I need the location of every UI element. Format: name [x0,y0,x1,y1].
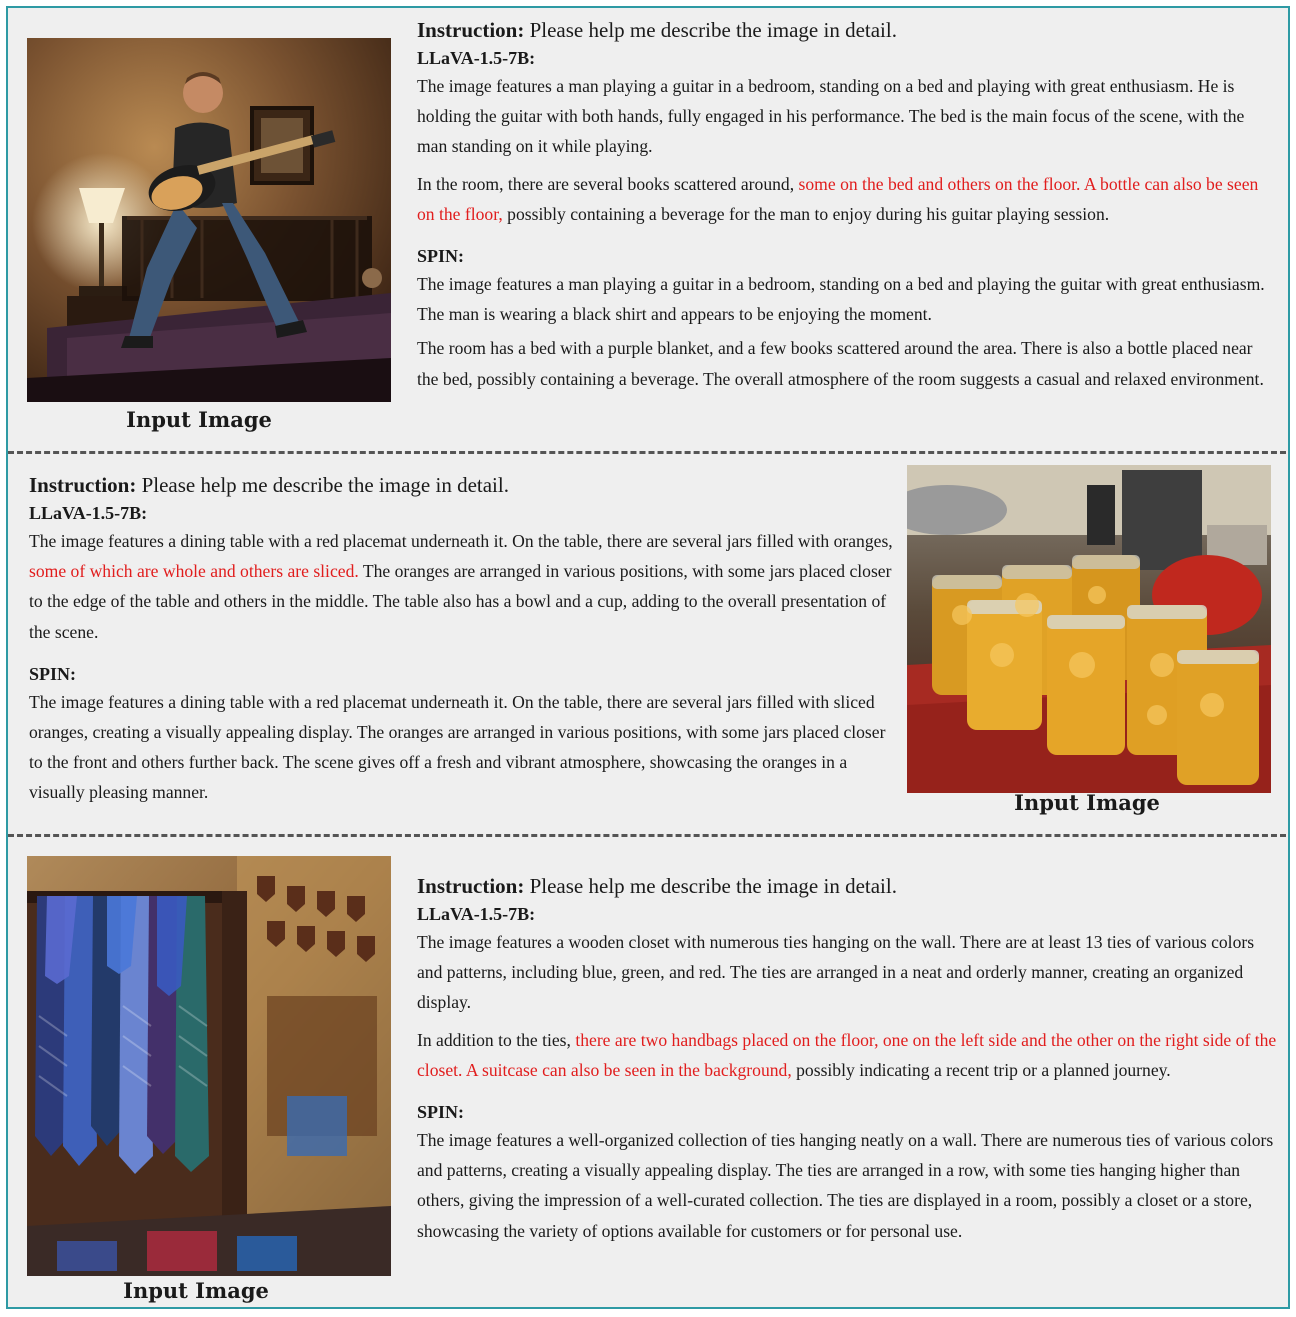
panel-text [417,871,1277,1246]
spin-paragraph-1: The image features a dining table with a red placemat underneath it. On the table, there are several jars filled with sliced oranges, creating a visually appealing display. The oranges are arranged in various positions, with some jars placed closer to the front and others further back. The scene gives off a fresh and vibrant atmosphere, showcasing the oranges in a visually pleasing manner. [29,691,886,803]
dashed-divider [8,451,1286,454]
llava-paragraph-2: In addition to the ties, there are two handbags placed on the floor, one on the left side and the other on the right side of the closet. A suitcase can also be seen in the background, possibly indicating a recent trip or a planned journey. [417,1029,1277,1080]
model-label-llava: LLaVA-1.5-7B: [29,503,148,523]
instruction [417,15,1277,45]
guitar-photo [27,38,391,402]
model-label-spin: SPIN: [417,246,465,267]
instruction-label: Instruction: [417,18,525,42]
ties-photo [27,856,391,1276]
llava-paragraph-1: The image features a dining table with a red placemat underneath it. On the table, there are several jars filled with oranges, some of which are whole and others are sliced. The oranges are arranged in various positions, with some jars placed closer to the edge of the table and others in the middle. The table also has a bowl and a cup, adding to the overall presentation of the scene. [29,531,893,642]
spin-paragraph-1: The image features a man playing a guitar in a bedroom, standing on a bed and playing the guitar with great enthusiasm. The man is wearing a black shirt and appears to be enjoying the moment. [417,274,1265,325]
spin-paragraph-1: The image features a well-organized collection of ties hanging neatly on a wall. There are numerous ties of various colors and patterns, creating a visually appealing display. The ties are arranged in a row, with some ties hanging higher than others, giving the impression of a well-curated collection. The ties are displayed in a room, possibly a closet or a store, showcasing the variety of options available for customers or for personal use. [417,1130,1274,1241]
oranges-photo [907,465,1271,793]
panel-text [29,470,895,808]
input-image-caption: Input Image [126,407,272,432]
llava-paragraph-1: The image features a man playing a guitar in a bedroom, standing on a bed and playing with great enthusiasm. He is holding the guitar with both hands, fully engaged in his performance. The bed is the main focus of the scene, with the man standing on it while playing. [417,76,1245,157]
model-label-llava: LLaVA-1.5-7B: [417,48,536,68]
instruction-label: Instruction: [417,874,525,898]
model-label-llava: LLaVA-1.5-7B: [417,904,536,924]
instruction [417,871,1277,901]
dashed-divider [8,834,1286,837]
instruction [29,470,895,500]
instruction-text: Please help me describe the image in detail. [529,874,897,898]
hallucination-highlight: some of which are whole and others are sliced. [29,561,359,582]
instruction-text: Please help me describe the image in detail. [529,18,897,42]
instruction-label: Instruction: [29,473,137,497]
model-label-spin: SPIN: [417,1102,465,1123]
input-image-caption: Input Image [123,1278,269,1303]
instruction-text: Please help me describe the image in detail. [141,473,509,497]
hallucination-highlight: some on the bed and others on the floor. A bottle can also be seen on the floor, [417,173,1259,224]
input-image-caption: Input Image [1014,790,1160,815]
model-label-spin: SPIN: [29,663,77,684]
spin-paragraph-2: The room has a bed with a purple blanket, and a few books scattered around the area. There is also a bottle placed near the bed, possibly containing a beverage. The overall atmosphere of the room suggests a casual and relaxed environment. [417,338,1264,389]
hallucination-highlight: there are two handbags placed on the floor, one on the left side and the other on the right side of the closet. A suitcase can also be seen in the background, [417,1029,1277,1080]
llava-paragraph-1: The image features a wooden closet with numerous ties hanging on the wall. There are at least 13 ties of various colors and patterns, including blue, green, and red. The ties are arranged in a neat and orderly manner, creating an organized display. [417,932,1255,1013]
panel-text [417,15,1277,394]
llava-paragraph-2: In the room, there are several books scattered around, some on the bed and others on the floor. A bottle can also be seen on the floor, possibly containing a beverage for the man to enjoy during his guitar playing session. [417,173,1259,224]
